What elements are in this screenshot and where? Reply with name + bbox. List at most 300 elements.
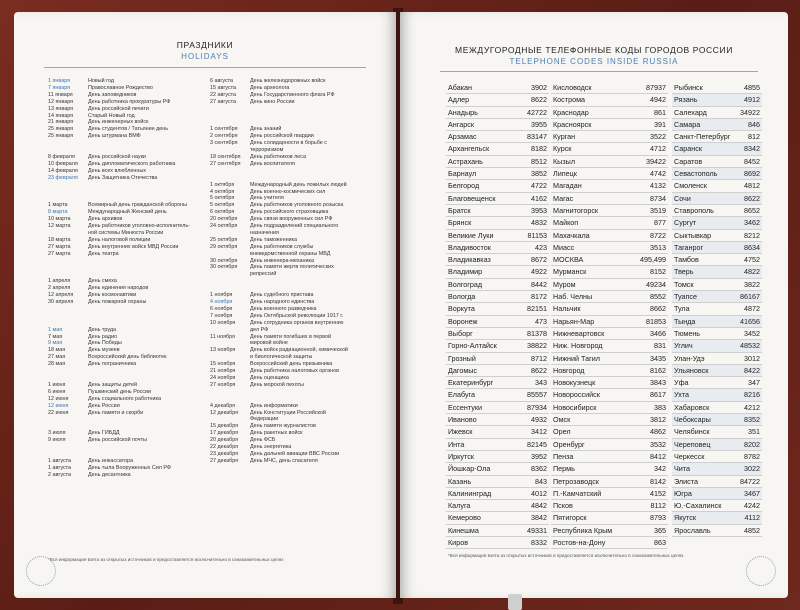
city-code-row: [551, 230, 668, 242]
holiday-date: 14 января: [48, 112, 74, 119]
holiday-name: День памяти жертв политических: [250, 264, 334, 271]
holiday-name: День памяти и скорби: [88, 409, 144, 416]
city-name: Воркута: [448, 304, 475, 314]
holiday-name: День ФСБ: [250, 437, 276, 444]
city-code: 4822: [744, 267, 760, 277]
holiday-name: День военно-космических сил: [250, 188, 326, 195]
holiday-name: День железнодорожных войск: [250, 78, 326, 84]
holiday-date: 6 ноября: [210, 305, 233, 312]
holiday-name: День военного разведчика: [250, 305, 317, 312]
city-code-row: [551, 328, 668, 340]
holiday-entry: [48, 292, 190, 299]
city-code-row: [551, 303, 668, 315]
holiday-entry: [210, 416, 348, 423]
holiday-entry: [210, 216, 348, 223]
holiday-date: 1 марта: [48, 202, 68, 209]
city-code: 4852: [744, 525, 760, 535]
city-code-row: [446, 353, 549, 365]
holiday-entry: [210, 113, 348, 120]
holiday-entry: [210, 230, 348, 237]
holiday-name: День археолога: [250, 84, 290, 91]
holiday-name: День работника прокуратуры РФ: [88, 98, 171, 105]
holiday-name: День солидарности в борьбе с: [250, 140, 327, 147]
city-code: 3022: [744, 464, 760, 474]
holiday-entry: [210, 403, 348, 410]
city-code: 4712: [650, 144, 666, 154]
city-code: 8412: [650, 451, 666, 461]
holiday-name: День всех влюбленных: [88, 167, 146, 174]
holiday-entry: [210, 168, 348, 175]
city-code-row: [672, 217, 762, 229]
holiday-date: 2 сентября: [210, 133, 238, 140]
holiday-date: 4 ноября: [210, 299, 233, 305]
holiday-date: 10 февраля: [48, 160, 78, 167]
city-code-row: [672, 303, 762, 315]
holidays-title: ПРАЗДНИКИ: [176, 40, 234, 50]
holiday-name: День памяти погибших в первой: [250, 333, 332, 340]
city-code: 812: [748, 132, 760, 142]
city-name: Дагомыс: [448, 365, 478, 375]
city-code: 8622: [531, 365, 547, 375]
holiday-name: День работников леса: [250, 153, 306, 160]
holidays-column-1: [48, 78, 190, 479]
city-name: Сочи: [674, 193, 691, 203]
codes-rule: [440, 71, 758, 72]
holiday-entry: [210, 99, 348, 106]
holiday-date: 4 октября: [210, 188, 235, 195]
holiday-entry: [48, 444, 190, 451]
city-code: 39422: [646, 156, 666, 166]
city-code-row: [446, 402, 549, 414]
holiday-entry: [48, 472, 190, 479]
holiday-name: День ракетных войск: [250, 430, 303, 437]
holiday-name: День связи вооруженных сил РФ: [250, 216, 333, 223]
holiday-entry: [210, 133, 348, 140]
city-code-row: [551, 402, 668, 414]
city-code: 8622: [531, 95, 547, 105]
holiday-entry: [48, 85, 190, 92]
holiday-date: 1 июня: [48, 381, 66, 388]
city-code-row: [551, 439, 668, 451]
codes-column-2: [551, 82, 668, 549]
city-name: Тула: [674, 304, 690, 314]
city-name: Черкесск: [674, 451, 705, 461]
holiday-entry: [48, 147, 190, 154]
holiday-name: День российского страховщика: [250, 209, 329, 216]
city-code: 41656: [740, 316, 760, 326]
city-name: Рыбинск: [674, 83, 703, 92]
holiday-date: 1 мая: [48, 326, 63, 333]
holiday-name: День сотрудника органов внутренних: [250, 319, 344, 326]
holiday-entry: [48, 354, 190, 361]
city-code-row: [551, 131, 668, 143]
holiday-date: 30 октября: [210, 264, 238, 271]
city-name: Астрахань: [448, 156, 483, 166]
holiday-entry: [210, 237, 348, 244]
city-code-row: [672, 316, 762, 328]
city-code-row: [446, 242, 549, 254]
holiday-date: 20 октября: [210, 216, 238, 223]
city-name: Псков: [553, 501, 573, 511]
holiday-entry: [210, 271, 348, 278]
city-code-row: [672, 402, 762, 414]
holidays-subtitle: HOLIDAYS: [181, 52, 229, 61]
holiday-date: [48, 230, 88, 237]
city-name: Тверь: [674, 267, 694, 277]
city-code-row: [446, 279, 549, 291]
holiday-name: День труда: [88, 326, 116, 333]
city-code-row: [446, 476, 549, 488]
city-code: 4242: [744, 501, 760, 511]
holiday-date: 29 октября: [210, 243, 238, 250]
holiday-date: 25 января: [48, 133, 74, 140]
city-code: 4942: [650, 95, 666, 105]
holiday-entry: [210, 410, 348, 417]
holiday-entry: [210, 189, 348, 196]
holiday-entry: [210, 361, 348, 368]
city-name: Магадан: [553, 181, 582, 191]
city-name: Якутск: [674, 513, 696, 523]
holiday-entry: [48, 327, 190, 334]
holiday-name: Международный Женский день: [88, 209, 167, 216]
city-code-row: [672, 389, 762, 401]
city-code: 34922: [740, 107, 760, 117]
city-code-row: [672, 168, 762, 180]
city-code-row: [551, 451, 668, 463]
city-name: Абакан: [448, 83, 473, 92]
holiday-name: День дипломатического работника: [88, 160, 176, 167]
holiday-date: 28 мая: [48, 361, 66, 368]
city-name: Нижний Тагил: [553, 353, 600, 363]
city-code-row: [551, 389, 668, 401]
holiday-date: 24 ноября: [210, 374, 236, 381]
holiday-date: [210, 147, 250, 154]
city-code: 3522: [650, 132, 666, 142]
holiday-name: День учителя: [250, 195, 284, 202]
holiday-date: 7 января: [48, 84, 71, 91]
city-name: Нижневартовск: [553, 328, 605, 338]
city-code-row: [672, 143, 762, 155]
city-name: Улан-Удэ: [674, 353, 705, 363]
city-code: 8422: [744, 365, 760, 375]
holiday-name: Всемирный день гражданской обороны: [88, 202, 188, 209]
city-code: 4112: [744, 513, 760, 523]
city-code: 87937: [646, 83, 666, 92]
holiday-entry: [48, 78, 190, 85]
city-code-row: [446, 525, 549, 537]
holiday-entry: [48, 244, 190, 251]
city-name: Архангельск: [448, 144, 490, 154]
holiday-entry: [210, 389, 348, 396]
holidays-page: [14, 12, 396, 598]
city-code: 8202: [744, 439, 760, 449]
city-code: 3462: [744, 218, 760, 228]
city-code: 4912: [744, 95, 760, 105]
holiday-name: День единения народов: [88, 285, 149, 292]
city-code-row: [551, 488, 668, 500]
city-code: 3519: [650, 205, 666, 215]
holiday-entry: [48, 423, 190, 430]
city-name: Ю.-Сахалинск: [674, 501, 722, 511]
city-code: 42722: [527, 107, 547, 117]
city-code: 843: [535, 476, 547, 486]
holiday-entry: [210, 375, 348, 382]
holiday-name: День музеев: [88, 347, 120, 354]
holiday-entry: [48, 106, 190, 113]
city-code-row: [551, 82, 668, 94]
city-name: Сыктывкар: [674, 230, 712, 240]
city-code-row: [446, 340, 549, 352]
city-code-row: [551, 266, 668, 278]
holiday-date: 10 ноября: [210, 319, 236, 326]
city-name: Туапсе: [674, 292, 697, 302]
holiday-entry: [210, 264, 348, 271]
city-code: 4722: [531, 181, 547, 191]
holiday-date: 14 февраля: [48, 167, 78, 174]
city-code-row: [446, 230, 549, 242]
city-code-row: [446, 107, 549, 119]
holiday-entry: [48, 237, 190, 244]
city-code: 4152: [650, 488, 666, 498]
holiday-name: Старый Новый год: [88, 112, 135, 119]
city-code: 831: [654, 341, 666, 351]
holiday-date: 18 мая: [48, 347, 66, 354]
city-code-row: [446, 143, 549, 155]
codes-subtitle: TELEPHONE CODES INSIDE RUSSIA: [509, 57, 679, 66]
holiday-name: День космонавтики: [88, 292, 137, 299]
holiday-entry: [210, 154, 348, 161]
holiday-date: 12 апреля: [48, 292, 74, 299]
city-name: Брянск: [448, 218, 472, 228]
city-name: Наб. Челны: [553, 292, 593, 302]
holiday-date: 27 мая: [48, 354, 66, 361]
city-code: 877: [654, 218, 666, 228]
holiday-name: День смеха: [88, 278, 117, 285]
holiday-entry: [48, 361, 190, 368]
city-code-row: [672, 488, 762, 500]
holiday-name: День Конституции Российской: [250, 409, 326, 416]
city-name: Выборг: [448, 328, 473, 338]
holiday-name: День театра: [88, 250, 119, 257]
city-code-row: [672, 279, 762, 291]
holiday-date: 25 октября: [210, 236, 238, 243]
city-name: Волгоград: [448, 279, 483, 289]
city-name: Саратов: [674, 156, 703, 166]
city-name: Киров: [448, 537, 469, 547]
city-code-row: [551, 279, 668, 291]
holiday-entry: [210, 285, 348, 292]
city-name: Кострома: [553, 95, 586, 105]
holiday-name: День студентов / Татьянин день: [88, 126, 169, 133]
holiday-name: и биологической защиты: [250, 354, 313, 361]
city-code-row: [446, 266, 549, 278]
city-name: Нальчик: [553, 304, 581, 314]
holiday-entry: [48, 92, 190, 99]
holiday-date: 7 ноября: [210, 312, 233, 319]
city-code-row: [446, 205, 549, 217]
holiday-name: Пушкинский день России: [88, 388, 152, 395]
city-code-row: [446, 488, 549, 500]
holiday-date: 2 августа: [48, 471, 72, 478]
holiday-entry: [48, 251, 190, 258]
city-name: Ниж. Новгород: [553, 341, 603, 351]
holiday-name: День работника налоговых органов: [250, 368, 339, 375]
holiday-entry: [48, 382, 190, 389]
city-code-row: [672, 439, 762, 451]
holiday-date: 5 октября: [210, 195, 235, 202]
city-code-row: [672, 156, 762, 168]
city-name: Ессентуки: [448, 402, 482, 412]
city-code-row: [446, 131, 549, 143]
holiday-name: День Защитника Отечества: [88, 174, 158, 181]
city-code-row: [446, 365, 549, 377]
city-code-row: [672, 463, 762, 475]
city-code: 48532: [740, 341, 760, 351]
city-code-row: [446, 328, 549, 340]
holiday-date: 15 ноября: [210, 361, 236, 368]
city-name: Уфа: [674, 378, 689, 388]
holiday-date: 27 декабря: [210, 457, 239, 464]
city-code-row: [446, 316, 549, 328]
holiday-date: 24 октября: [210, 223, 238, 230]
city-name: Калуга: [448, 501, 471, 511]
holiday-date: 5 октября: [210, 202, 235, 209]
holiday-name: День заповедников: [88, 91, 137, 98]
city-code: 82151: [527, 304, 547, 314]
holiday-date: 1 августа: [48, 457, 72, 464]
city-code: 4842: [531, 501, 547, 511]
city-code: 495,499: [640, 255, 666, 265]
city-code: 8552: [650, 292, 666, 302]
city-code: 8112: [650, 501, 666, 511]
city-code-row: [446, 217, 549, 229]
city-name: Белгород: [448, 181, 480, 191]
city-code-row: [672, 414, 762, 426]
city-code-row: [446, 537, 549, 549]
city-code: 8352: [744, 415, 760, 425]
holiday-date: 6 августа: [210, 78, 234, 84]
holiday-date: 8 февраля: [48, 153, 75, 160]
holiday-date: 1 октября: [210, 181, 235, 188]
city-code: 343: [535, 378, 547, 388]
city-code-row: [672, 131, 762, 143]
city-code: 347: [748, 378, 760, 388]
holiday-entry: [48, 396, 190, 403]
city-code-row: [551, 94, 668, 106]
holiday-date: 3 сентября: [210, 140, 238, 147]
city-name: Таганрог: [674, 242, 704, 252]
city-code: 863: [654, 537, 666, 547]
holiday-entry: [48, 375, 190, 382]
holiday-name: День инженера-механика: [250, 257, 314, 264]
city-code-row: [551, 180, 668, 192]
city-name: Елабуга: [448, 390, 475, 400]
city-code: 342: [654, 464, 666, 474]
city-code-row: [551, 156, 668, 168]
city-name: Липецк: [553, 169, 577, 179]
holiday-name: День инкассатора: [88, 457, 134, 464]
city-code-row: [551, 254, 668, 266]
holiday-date: 3 июля: [48, 430, 66, 437]
city-code: 8452: [744, 156, 760, 166]
holiday-entry: [48, 175, 190, 182]
city-code: 8672: [531, 255, 547, 265]
holiday-name: День штурмана ВМФ: [88, 133, 141, 140]
city-name: П.-Камчатский: [553, 488, 602, 498]
holiday-date: 1 сентября: [210, 126, 238, 133]
holiday-name: День народного единства: [250, 299, 315, 305]
holiday-entry: [48, 182, 190, 189]
city-code: 473: [535, 316, 547, 326]
city-code-row: [551, 463, 668, 475]
city-code: 8142: [650, 476, 666, 486]
holiday-entry: [210, 368, 348, 375]
holiday-date: 6 октября: [210, 209, 235, 216]
holiday-entry: [210, 78, 348, 85]
city-name: Оренбург: [553, 439, 585, 449]
city-code: 3955: [531, 119, 547, 129]
city-name: Горно-Алтайск: [448, 341, 497, 351]
city-name: Грозный: [448, 353, 476, 363]
city-name: Красноярск: [553, 119, 592, 129]
city-code: 87934: [527, 402, 547, 412]
holiday-entry: [210, 451, 348, 458]
city-code-row: [551, 377, 668, 389]
city-code-row: [551, 537, 668, 549]
city-name: Курск: [553, 144, 572, 154]
city-code-row: [446, 512, 549, 524]
city-name: Хабаровск: [674, 402, 710, 412]
city-code-row: [672, 353, 762, 365]
page-corner-marker: [746, 556, 776, 586]
holiday-entry: [210, 258, 348, 265]
holiday-date: 22 декабря: [210, 444, 239, 451]
holiday-entry: [48, 299, 190, 306]
holiday-entry: [210, 430, 348, 437]
phone-codes-page: [400, 12, 788, 598]
city-code: 3012: [744, 353, 760, 363]
holiday-date: 9 мая: [48, 340, 63, 347]
city-code-row: [551, 168, 668, 180]
holiday-entry: [48, 271, 190, 278]
city-code-row: [672, 119, 762, 131]
holiday-name: День морской пехоты: [250, 381, 304, 388]
city-name: Пятигорск: [553, 513, 587, 523]
city-code: 82145: [527, 439, 547, 449]
holiday-entry: [210, 140, 348, 147]
city-code-row: [446, 377, 549, 389]
holiday-entry: [210, 251, 348, 258]
holiday-entry: [210, 313, 348, 320]
holiday-entry: [48, 451, 190, 458]
city-name: Инта: [448, 439, 465, 449]
city-name: Югра: [674, 488, 692, 498]
city-code-row: [551, 107, 668, 119]
holiday-date: 21 января: [48, 119, 74, 126]
city-name: Новороссийск: [553, 390, 600, 400]
city-code-row: [446, 414, 549, 426]
city-code: 8734: [650, 193, 666, 203]
city-name: Магас: [553, 193, 574, 203]
city-code: 81153: [527, 230, 547, 240]
holiday-date: 1 апреля: [48, 278, 71, 285]
city-name: Адлер: [448, 95, 470, 105]
holiday-date: 4 декабря: [210, 402, 236, 409]
holiday-name: Православное Рождество: [88, 84, 153, 91]
holiday-name: Международный день пожилых людей: [250, 181, 347, 188]
holiday-name: ной системы Минюста России: [88, 229, 164, 236]
holiday-entry: [48, 154, 190, 161]
